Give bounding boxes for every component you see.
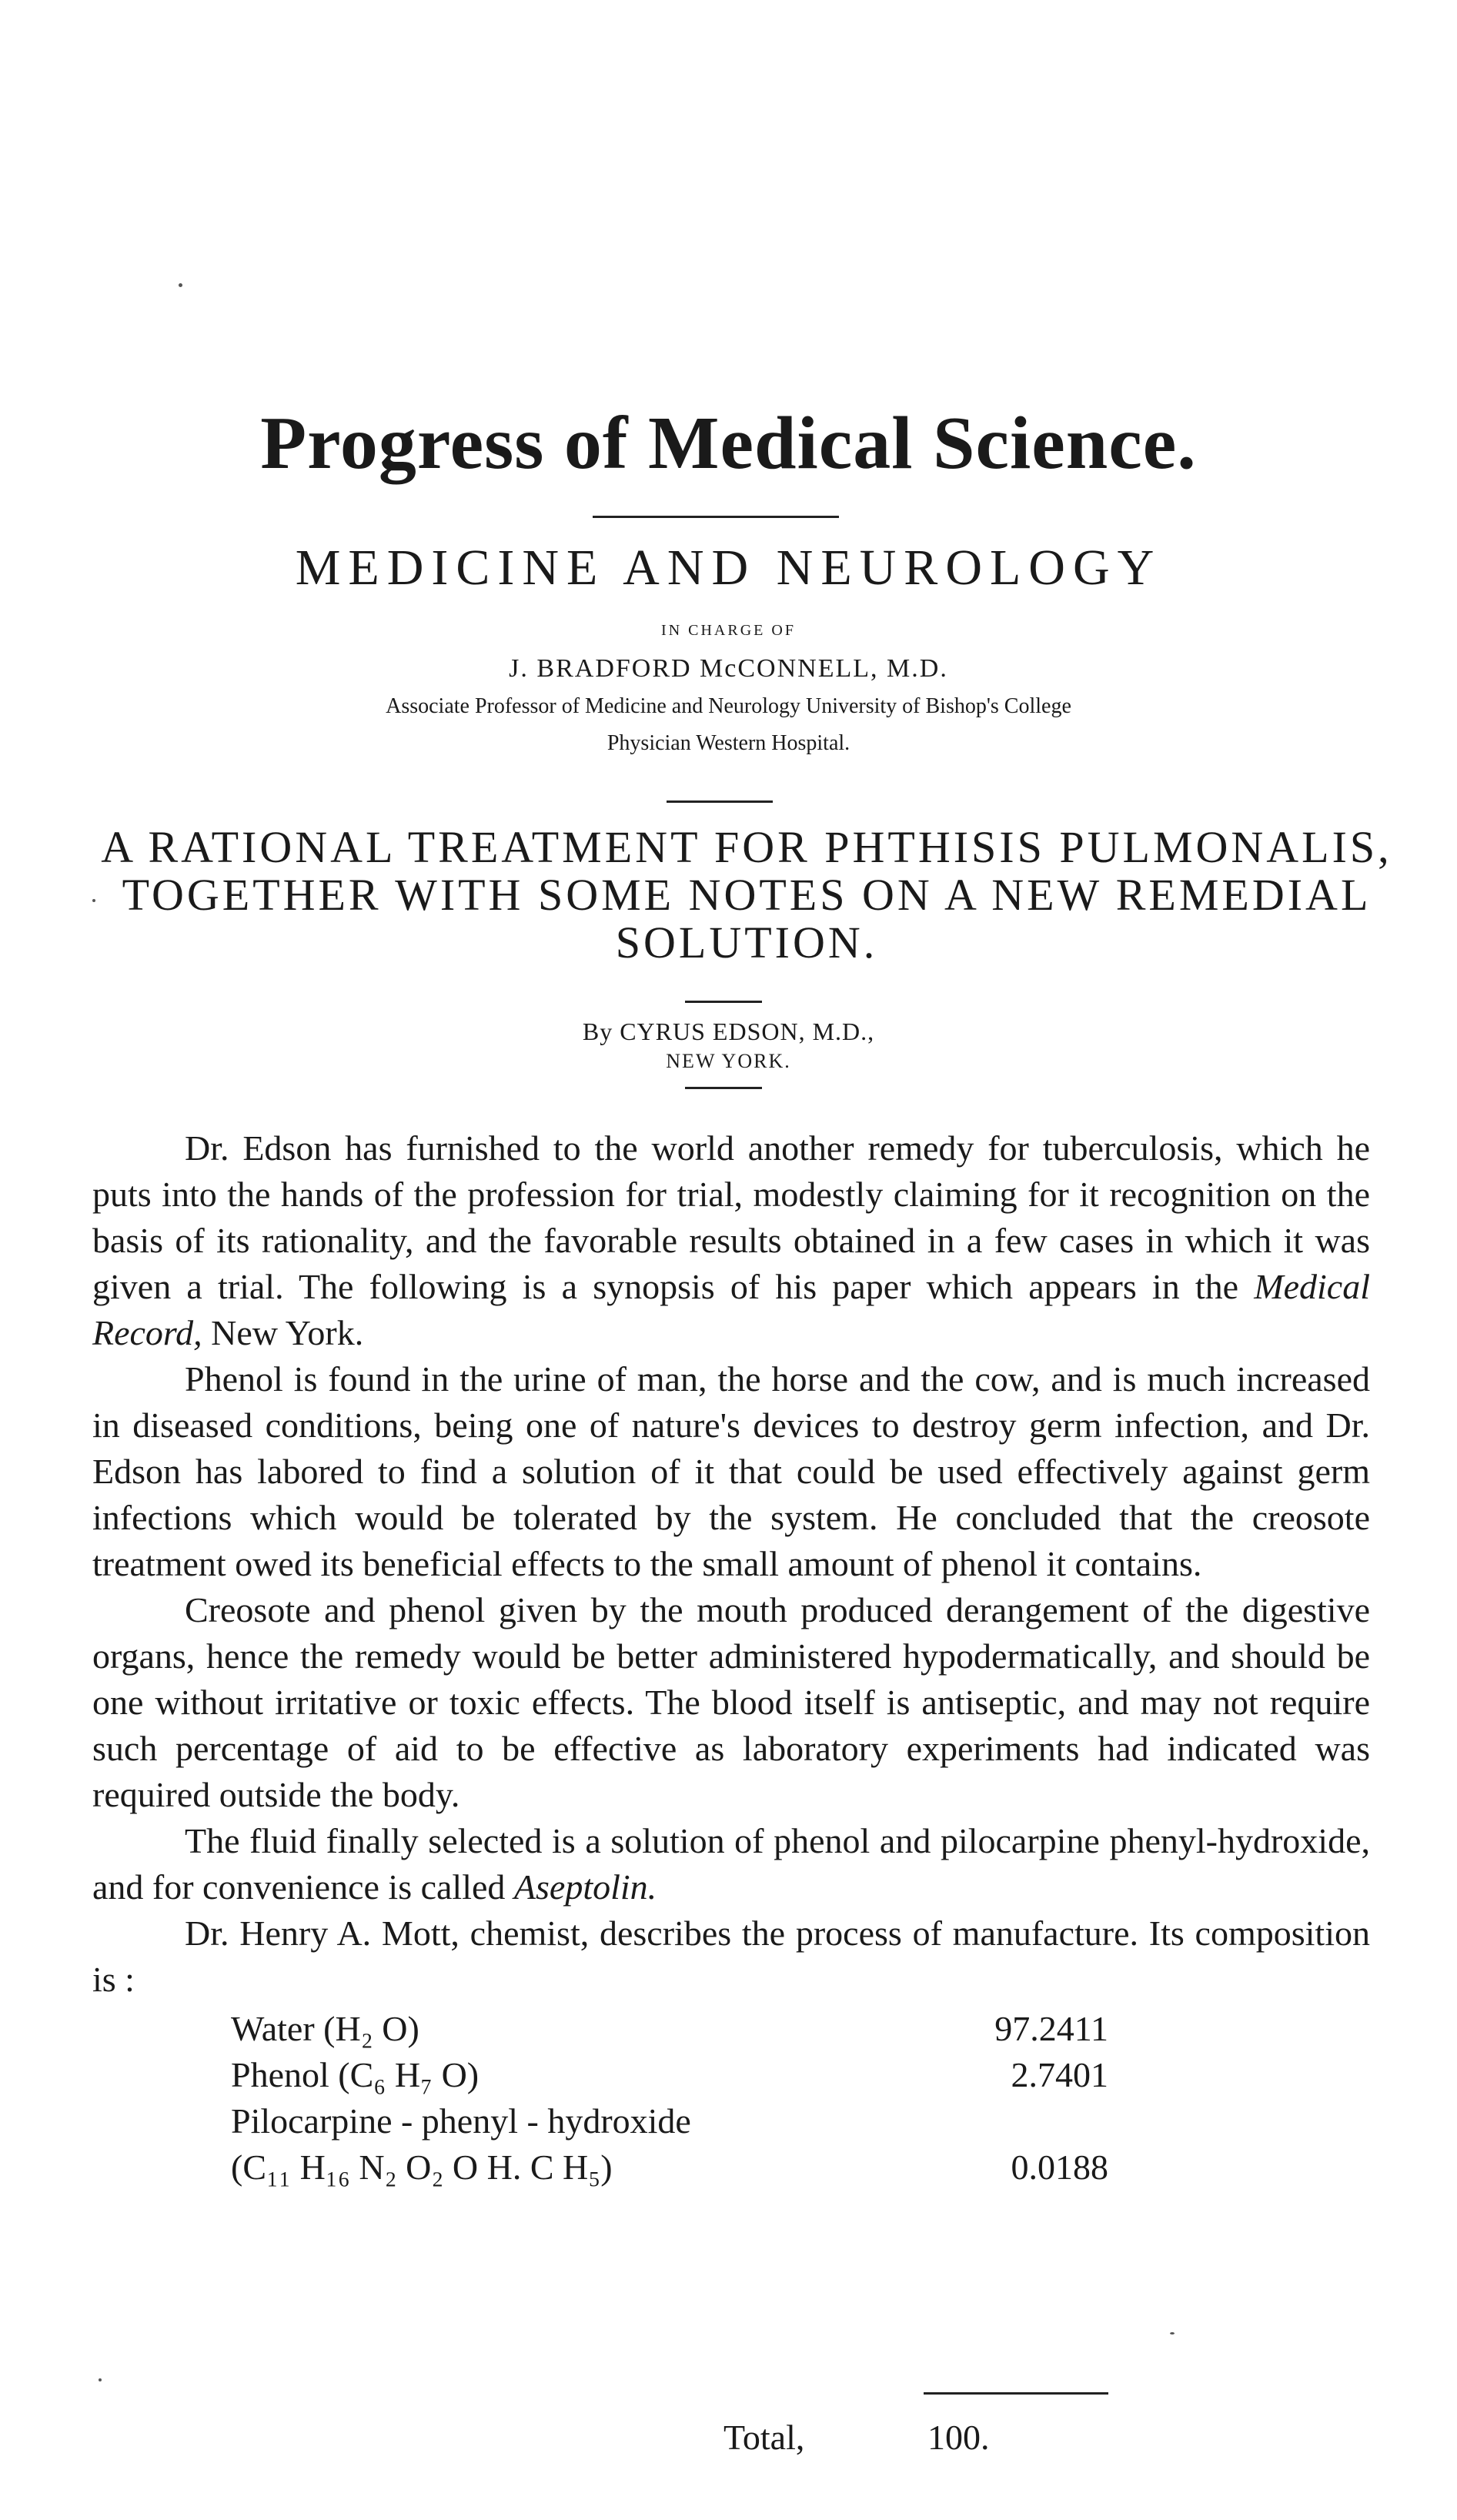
component-name: Water (H₂ O): [231, 2009, 419, 2048]
title-divider: [593, 516, 839, 518]
component-name: Pilocarpine - phenyl - hydroxide: [231, 2101, 691, 2141]
component-value: 0.0188: [1011, 2147, 1108, 2187]
section-divider: [667, 800, 773, 803]
in-charge-label: IN CHARGE OF: [661, 622, 796, 639]
remedy-name: Aseptolin.: [513, 1867, 657, 1907]
composition-row: [231, 2006, 1108, 2052]
source-journal: Medical Record,: [92, 1267, 1370, 1352]
editor-name: J. BRADFORD McCONNELL, M.D.: [509, 654, 948, 683]
total-divider: [924, 2392, 1108, 2395]
scan-speck: [179, 283, 182, 287]
editor-affiliation: Associate Professor of Medicine and Neurology University of Bishop's College: [386, 694, 1071, 718]
composition-row: [231, 2052, 1108, 2098]
paragraph-4-text: The fluid finally selected is a solution of phenol and pilocarpine phenyl-hydroxide, and for convenience is called: [92, 1821, 1370, 1907]
composition-total: [0, 2417, 1457, 2471]
article-location: NEW YORK.: [666, 1050, 791, 1072]
component-name: Phenol (C₆ H₇ O): [231, 2055, 480, 2094]
composition-row: [231, 2144, 1108, 2191]
composition-table: [231, 2006, 1108, 2191]
paragraph-1: [92, 1125, 1370, 1356]
component-value: 2.7401: [1011, 2055, 1108, 2094]
editor-hospital: Physician Western Hospital.: [607, 731, 850, 755]
scan-speck: [1170, 2332, 1175, 2335]
scan-speck: [99, 2378, 102, 2381]
total-label: Total,: [723, 2418, 805, 2457]
byline-divider: [685, 1087, 762, 1089]
component-name: (C₁₁ H₁₆ N₂ O₂ O H. C H₅): [231, 2147, 613, 2187]
component-value: 97.2411: [994, 2009, 1108, 2048]
journal-title: Progress of Medical Science.: [260, 402, 1197, 485]
total-value: 100.: [927, 2418, 990, 2457]
paragraph-4: [92, 1818, 1370, 1910]
article-title: A RATIONAL TREATMENT FOR PHTHISIS PULMONALIS, TOGETHER WITH SOME NOTES ON A NEW REMEDIAL SOLUTION.: [101, 822, 1392, 968]
paragraph-1-text: Dr. Edson has furnished to the world another remedy for tuberculosis, which he puts into the hands of the profession for trial, modestly claiming for it recognition on the basis of its rationality, and the favorable results obtained in a few cases in which it was given a trial. The following is a synopsis of his paper which appears in the: [92, 1128, 1370, 1306]
article-byline: By CYRUS EDSON, M.D.,: [582, 1018, 875, 1045]
section-title: MEDICINE AND NEUROLOGY: [295, 540, 1162, 596]
paragraph-3: Creosote and phenol given by the mouth produced derangement of the digestive organs, hence the remedy would be better administered hypodermatically, and should be one without irritative or toxic effects. The blood itself is antiseptic, and may not require such percentage of aid to be effective as laboratory experiments had indicated was required outside the body.: [92, 1590, 1370, 1814]
paragraph-5: Dr. Henry A. Mott, chemist, describes the process of manufacture. Its composition is :: [92, 1913, 1370, 1999]
paragraph-2: Phenol is found in the urine of man, the horse and the cow, and is much increased in diseased conditions, being one of nature's devices to destroy germ infection, and Dr. Edson has labored to find a solution of it that could be used effectively against germ infections which would be tolerated by the system. He concluded that the creosote treatment owed its beneficial effects to the small amount of phenol it contains.: [92, 1359, 1370, 1583]
composition-row: [231, 2098, 1108, 2144]
paragraph-1-end: New York.: [202, 1313, 364, 1352]
article-divider: [685, 1001, 762, 1003]
article-body: [92, 1125, 1370, 2003]
